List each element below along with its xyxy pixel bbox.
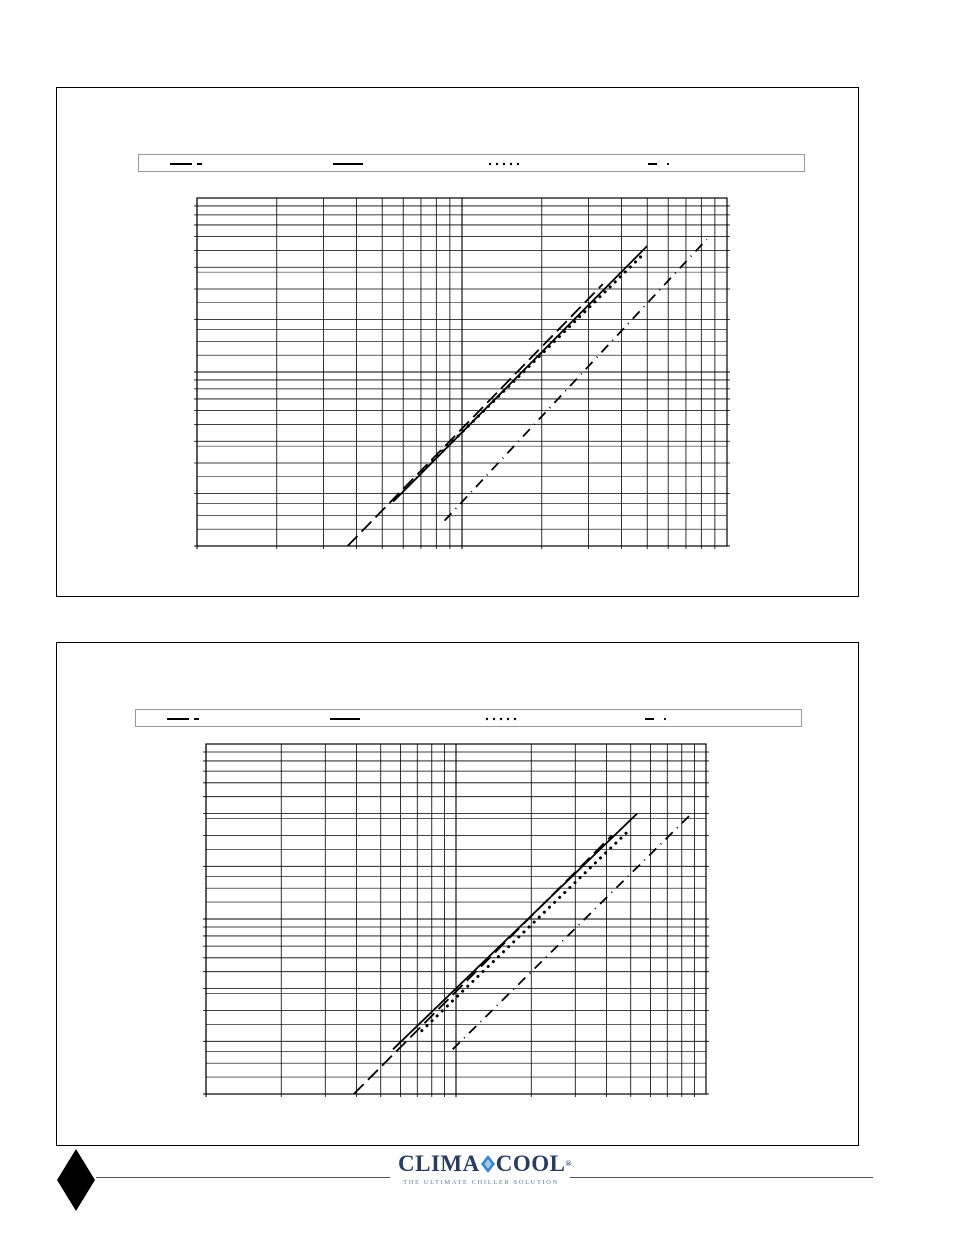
legend-swatch-dotted — [484, 714, 524, 724]
series-group — [354, 814, 690, 1094]
grid — [203, 744, 709, 1097]
chart-panel-2 — [56, 642, 859, 1146]
series-group — [348, 239, 707, 546]
grid — [194, 198, 730, 549]
brand-logo — [398, 1150, 572, 1190]
droplet-diamond-icon — [481, 1155, 495, 1173]
registered-mark: ® — [565, 1159, 572, 1168]
chart-panel-1 — [56, 87, 859, 597]
legend-swatch-solid — [328, 714, 368, 724]
series-line-dotted — [422, 833, 627, 1031]
legend-2 — [135, 709, 802, 727]
chart-2 — [206, 744, 706, 1094]
legend-swatch-solid — [331, 159, 371, 169]
series-line-solid — [393, 814, 637, 1050]
brand-name-right: COOL — [495, 1151, 566, 1176]
legend-swatch-dash-dot — [646, 159, 686, 169]
legend-swatch-dashed — [168, 159, 208, 169]
series-line-dashed — [348, 284, 603, 546]
legend-swatch-dashed — [165, 714, 205, 724]
chart-1 — [197, 198, 727, 546]
series-line-dash-dot — [453, 816, 690, 1050]
legend-1 — [138, 154, 805, 172]
brand-tagline: THE ULTIMATE CHILLER SOLUTION — [403, 1179, 559, 1186]
brand-name-left: CLIMA — [398, 1151, 480, 1176]
footer-rule-left — [96, 1177, 390, 1178]
footer-rule-right — [570, 1177, 873, 1178]
legend-swatch-dotted — [487, 159, 527, 169]
diamond-logo-icon — [56, 1148, 96, 1212]
brand-name — [398, 1150, 572, 1178]
legend-swatch-dash-dot — [643, 714, 683, 724]
